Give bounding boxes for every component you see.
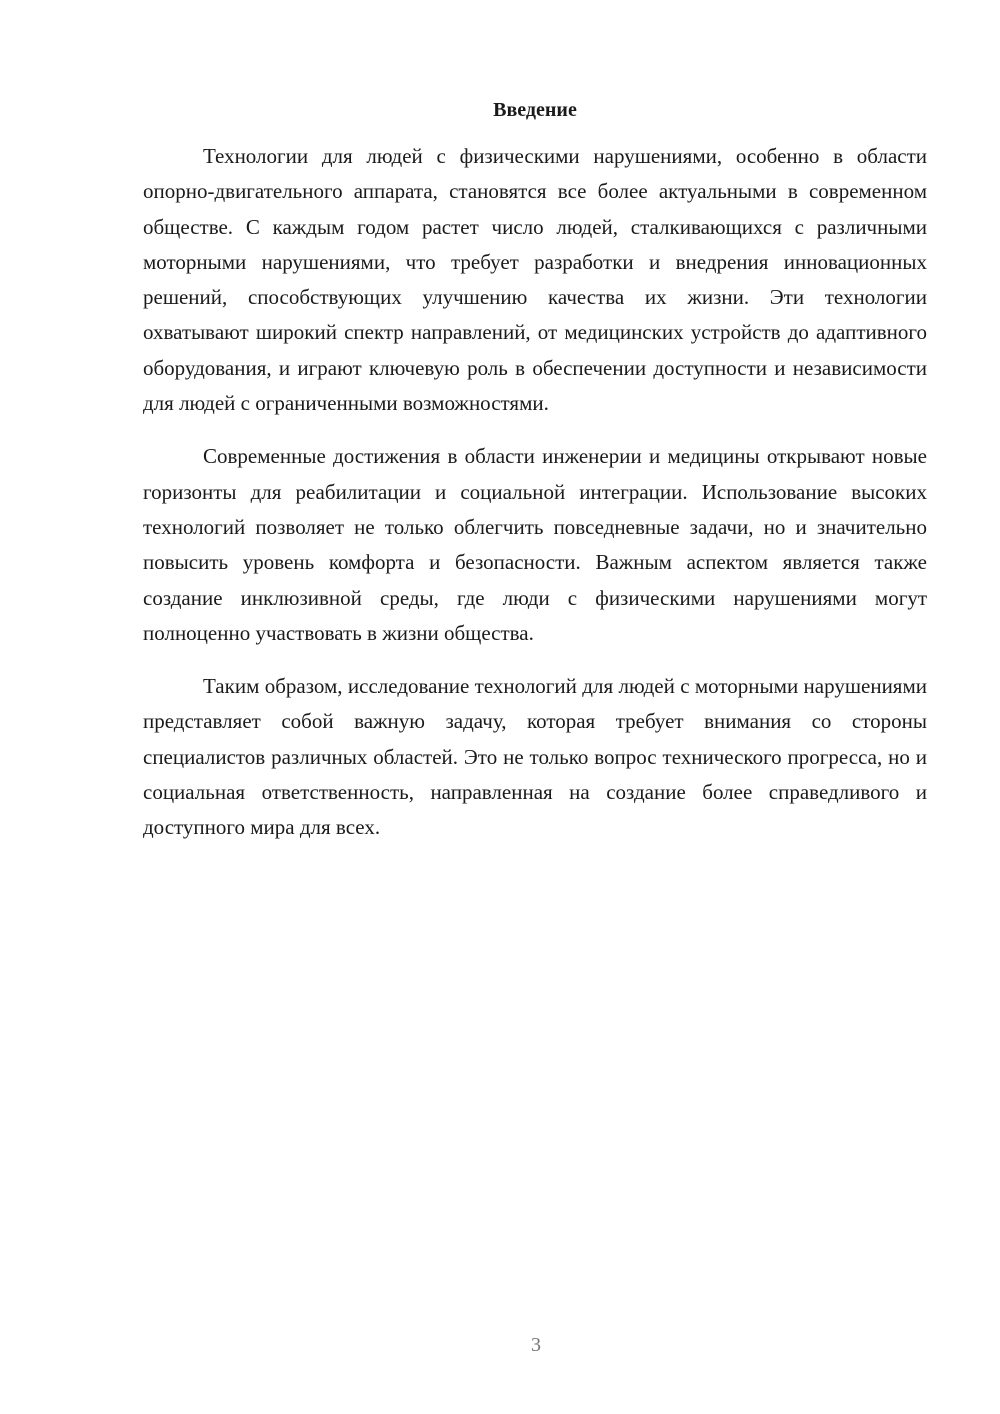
paragraph-1: Технологии для людей с физическими нарушениями, особенно в области опорно-двигательного аппарата, становятся все более актуальными в современном обществе. С каждым годом растет число людей, сталкивающихся с различными моторными нарушениями, что требует разработки и внедрения инновационных решений, способствующих улучшению качества их жизни. Эти технологии охватывают широкий спектр направлений, от медицинских устройств до адаптивного оборудования, и играют ключевую роль в обеспечении доступности и независимости для людей с ограниченными возможностями.	[143, 144, 927, 416]
page-content	[143, 96, 927, 864]
section-title: Введение	[493, 99, 577, 121]
paragraph-3: Таким образом, исследование технологий для людей с моторными нарушениями представляет собой важную задачу, которая требует внимания со стороны специалистов различных областей. Это не только вопрос технического прогресса, но и социальная ответственность, направленная на создание более справедливого и доступного мира для всех.	[143, 674, 927, 840]
page-number: 3	[531, 1334, 541, 1356]
paragraph-2: Современные достижения в области инженерии и медицины открывают новые горизонты для реабилитации и социальной интеграции. Использование высоких технологий позволяет не только облегчить повседневные задачи, но и значительно повысить уровень комфорта и безопасности. Важным аспектом является также создание инклюзивной среды, где люди с физическими нарушениями могут полноценно участвовать в жизни общества.	[143, 444, 927, 645]
